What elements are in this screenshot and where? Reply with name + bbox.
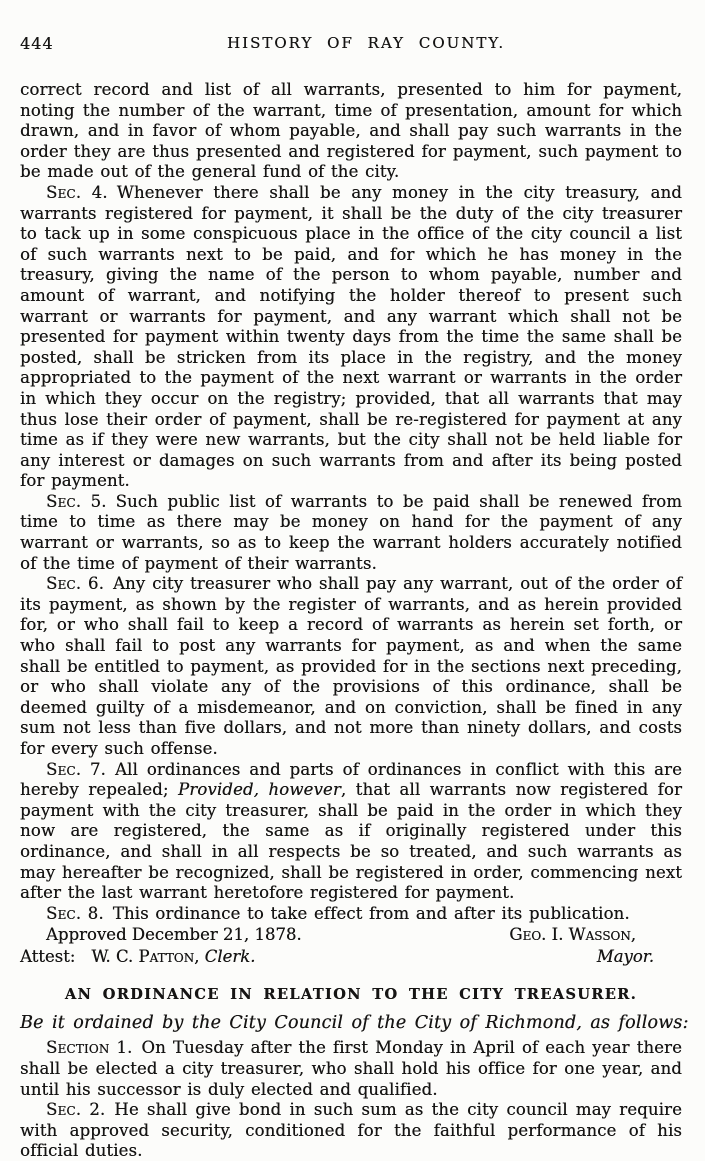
sec-4-label: Sec. 4. bbox=[46, 182, 108, 202]
sec-7-label: Sec. 7. bbox=[46, 759, 106, 779]
sec-4-paragraph bbox=[20, 183, 682, 492]
page-number: 444 bbox=[20, 34, 54, 53]
sec-8-label: Sec. 8. bbox=[46, 903, 104, 923]
sec-7-text-before: All ordinances and parts of ordinances in conflict with this are hereby repealed; bbox=[20, 759, 682, 800]
sec-5-text: Such public list of warrants to be paid shall be renewed from time to time as there may be money on hand for the payment of any warrant or warrants, so as to keep the warrant holders accurately notified of the time of payment of their warrants. bbox=[20, 491, 683, 573]
enacting-clause: Be it ordained by the City Council of the City of Richmond, as follows: bbox=[20, 1013, 689, 1034]
ordinance-heading: AN ORDINANCE IN RELATION TO THE CITY TREASURER. bbox=[64, 986, 638, 1004]
sec-5-paragraph bbox=[20, 492, 682, 574]
attest-label: Attest: bbox=[20, 946, 76, 966]
running-title: HISTORY OF RAY COUNTY. bbox=[226, 34, 506, 52]
sec-2-label: Sec. 2. bbox=[46, 1100, 106, 1120]
approved-line: Approved December 21, 1878. bbox=[46, 925, 302, 945]
section-1-paragraph bbox=[20, 1038, 682, 1100]
sec-6-label: Sec. 6. bbox=[46, 574, 104, 594]
sec-6-text: Any city treasurer who shall pay any warrant, out of the order of its payment, as shown by the register of warrants, and as herein provided for, or who shall fail to keep a record of warrants as herein set forth, or who shall fail to post any warrants for payment, as and when the same shall be entitled to payment, as provided for in the sections next preceding, or who shall violate any of the provisions of this ordinance, shall be deemed guilty of a misdemeanor, and on conviction, shall be fined in any sum not less than five dollars, and not more than ninety dollars, and costs for every such offense. bbox=[20, 574, 682, 758]
sec-7-text-after: , that all warrants now registered for payment with the city treasurer, shall be paid in the order in which they now are registered, the same as if originally registered under this ordinance, and shall in all respects be so treated, and such warrants as may hereafter be recognized, shall be registered in order, commencing next after the last warrant heretofore registered for payment. bbox=[20, 780, 682, 903]
sec-5-label: Sec. 5. bbox=[46, 491, 107, 511]
sec-8-text: This ordinance to take effect from and after its publication. bbox=[112, 903, 630, 923]
sec-2-text: He shall give bond in such sum as the city council may require with approved security, conditioned for the faithful performance of his official duties. bbox=[20, 1100, 682, 1161]
clerk-name: W. C. Patton, bbox=[91, 946, 200, 966]
attest-row bbox=[20, 946, 682, 968]
sec-4-text: Whenever there shall be any money in the city treasury, and warrants registered for payment, it shall be the duty of the city treasurer to tack up in some conspicuous place in the office of the city council a list of such warrants next to be paid, and for which he has money in the treasury, giving the name of the person to whom payable, number and amount of warrant, and notifying the holder thereof to present such warrant or warrants for payment, and any warrant which shall not be presented for payment within twenty days from the time the same shall be posted, shall be stricken from its place in the registry, and the money appropriated to the payment of the next warrant or warrants in the order in which they occur on the registry; provided, that all warrants that may thus lose their order of payment, shall be re-registered for payment at any time as if they were new warrants, but the city shall not be held liable for any interest or damages on such warrants from and after its being posted for payment. bbox=[20, 182, 682, 491]
section-1-label: Section 1. bbox=[46, 1038, 133, 1058]
mayor-name: Geo. I. Wasson, bbox=[509, 925, 636, 945]
section-1-text: On Tuesday after the first Monday in April of each year there shall be elected a city treasurer, who shall hold his office for one year, and until his successor is duly elected and qualified. bbox=[20, 1038, 682, 1099]
sec-7-italic-phrase: Provided, however bbox=[177, 780, 341, 800]
approval-row bbox=[20, 924, 682, 946]
sec-7-paragraph bbox=[20, 760, 682, 904]
running-head bbox=[20, 34, 682, 56]
sec-8-paragraph bbox=[20, 904, 682, 925]
sec-6-paragraph bbox=[20, 574, 682, 759]
clerk-title: Clerk. bbox=[204, 946, 256, 966]
attest-left bbox=[20, 946, 255, 968]
continuation-paragraph: correct record and list of all warrants, presented to him for payment, noting the number of the warrant, time of presentation, amount for which drawn, and in favor of whom payable, and shall pay such warrants in the order they are thus presented and registered for payment, such payment to be made out of the general fund of the city. bbox=[20, 80, 682, 182]
sec-2-paragraph bbox=[20, 1100, 682, 1161]
mayor-title: Mayor. bbox=[596, 946, 654, 966]
